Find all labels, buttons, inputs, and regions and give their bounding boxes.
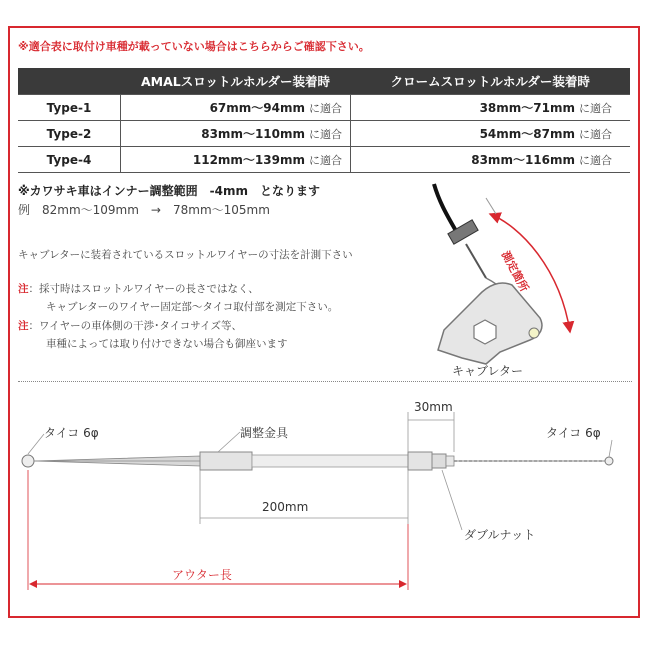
notice-link[interactable]: ※適合表に取付け車種が載っていない場合はこちらからご確認下さい。 <box>18 40 370 53</box>
nut-width-label: 30mm <box>414 400 453 414</box>
amal-range: 83mm〜110mm <box>201 127 305 141</box>
unit-text: に適合 <box>309 154 342 167</box>
kawasaki-note: ※カワサキ車はインナー調整範囲 -4mm となります <box>18 184 321 198</box>
unit-text: に適合 <box>579 154 612 167</box>
example-text: 例 82mm〜109mm → 78mm〜105mm <box>18 203 270 217</box>
note-1-line-2: キャブレターのワイヤー固定部〜タイコ取付部を測定下さい。 <box>46 301 339 313</box>
amal-range: 112mm〜139mm <box>192 153 305 167</box>
chrome-range: 38mm〜71mm <box>479 101 575 115</box>
type-cell: Type-2 <box>18 121 121 147</box>
note-label: 注 <box>18 320 29 332</box>
note-2-line-1: ：ワイヤーの車体側の干渉･タイコサイズ等、 <box>28 320 242 332</box>
double-nut-label: ダブルナット <box>464 528 536 542</box>
measure-point-label: 測定箇所 <box>498 248 531 294</box>
tiko-left-label: タイコ 6φ <box>44 426 99 440</box>
header-chrome: クロームスロットルホルダー装着時 <box>351 68 631 95</box>
length-label: 200mm <box>262 500 309 514</box>
note-1-line-1: ：採寸時はスロットルワイヤーの長さではなく、 <box>28 283 259 295</box>
adjuster-label: 調整金具 <box>240 426 289 440</box>
note-label: 注 <box>18 283 29 295</box>
measure-instruction: キャブレターに装着されているスロットルワイヤーの寸法を計測下さい <box>18 249 353 261</box>
outer-length-label: アウター長 <box>172 568 232 582</box>
tiko-right-label: タイコ 6φ <box>546 426 601 440</box>
unit-text: に適合 <box>309 102 342 115</box>
header-amal: AMALスロットルホルダー装着時 <box>121 68 351 95</box>
type-cell: Type-4 <box>18 147 121 173</box>
type-cell: Type-1 <box>18 95 121 121</box>
note-2-line-2: 車種によっては取り付けできない場合も御座います <box>46 338 288 350</box>
unit-text: に適合 <box>309 128 342 141</box>
cable-drawing <box>22 412 613 590</box>
unit-text: に適合 <box>579 128 612 141</box>
chrome-range: 83mm〜116mm <box>471 153 575 167</box>
carburetor-illustration <box>434 184 570 364</box>
chrome-range: 54mm〜87mm <box>479 127 575 141</box>
amal-range: 67mm〜94mm <box>209 101 305 115</box>
unit-text: に適合 <box>579 102 612 115</box>
carburetor-label: キャブレター <box>452 364 524 378</box>
